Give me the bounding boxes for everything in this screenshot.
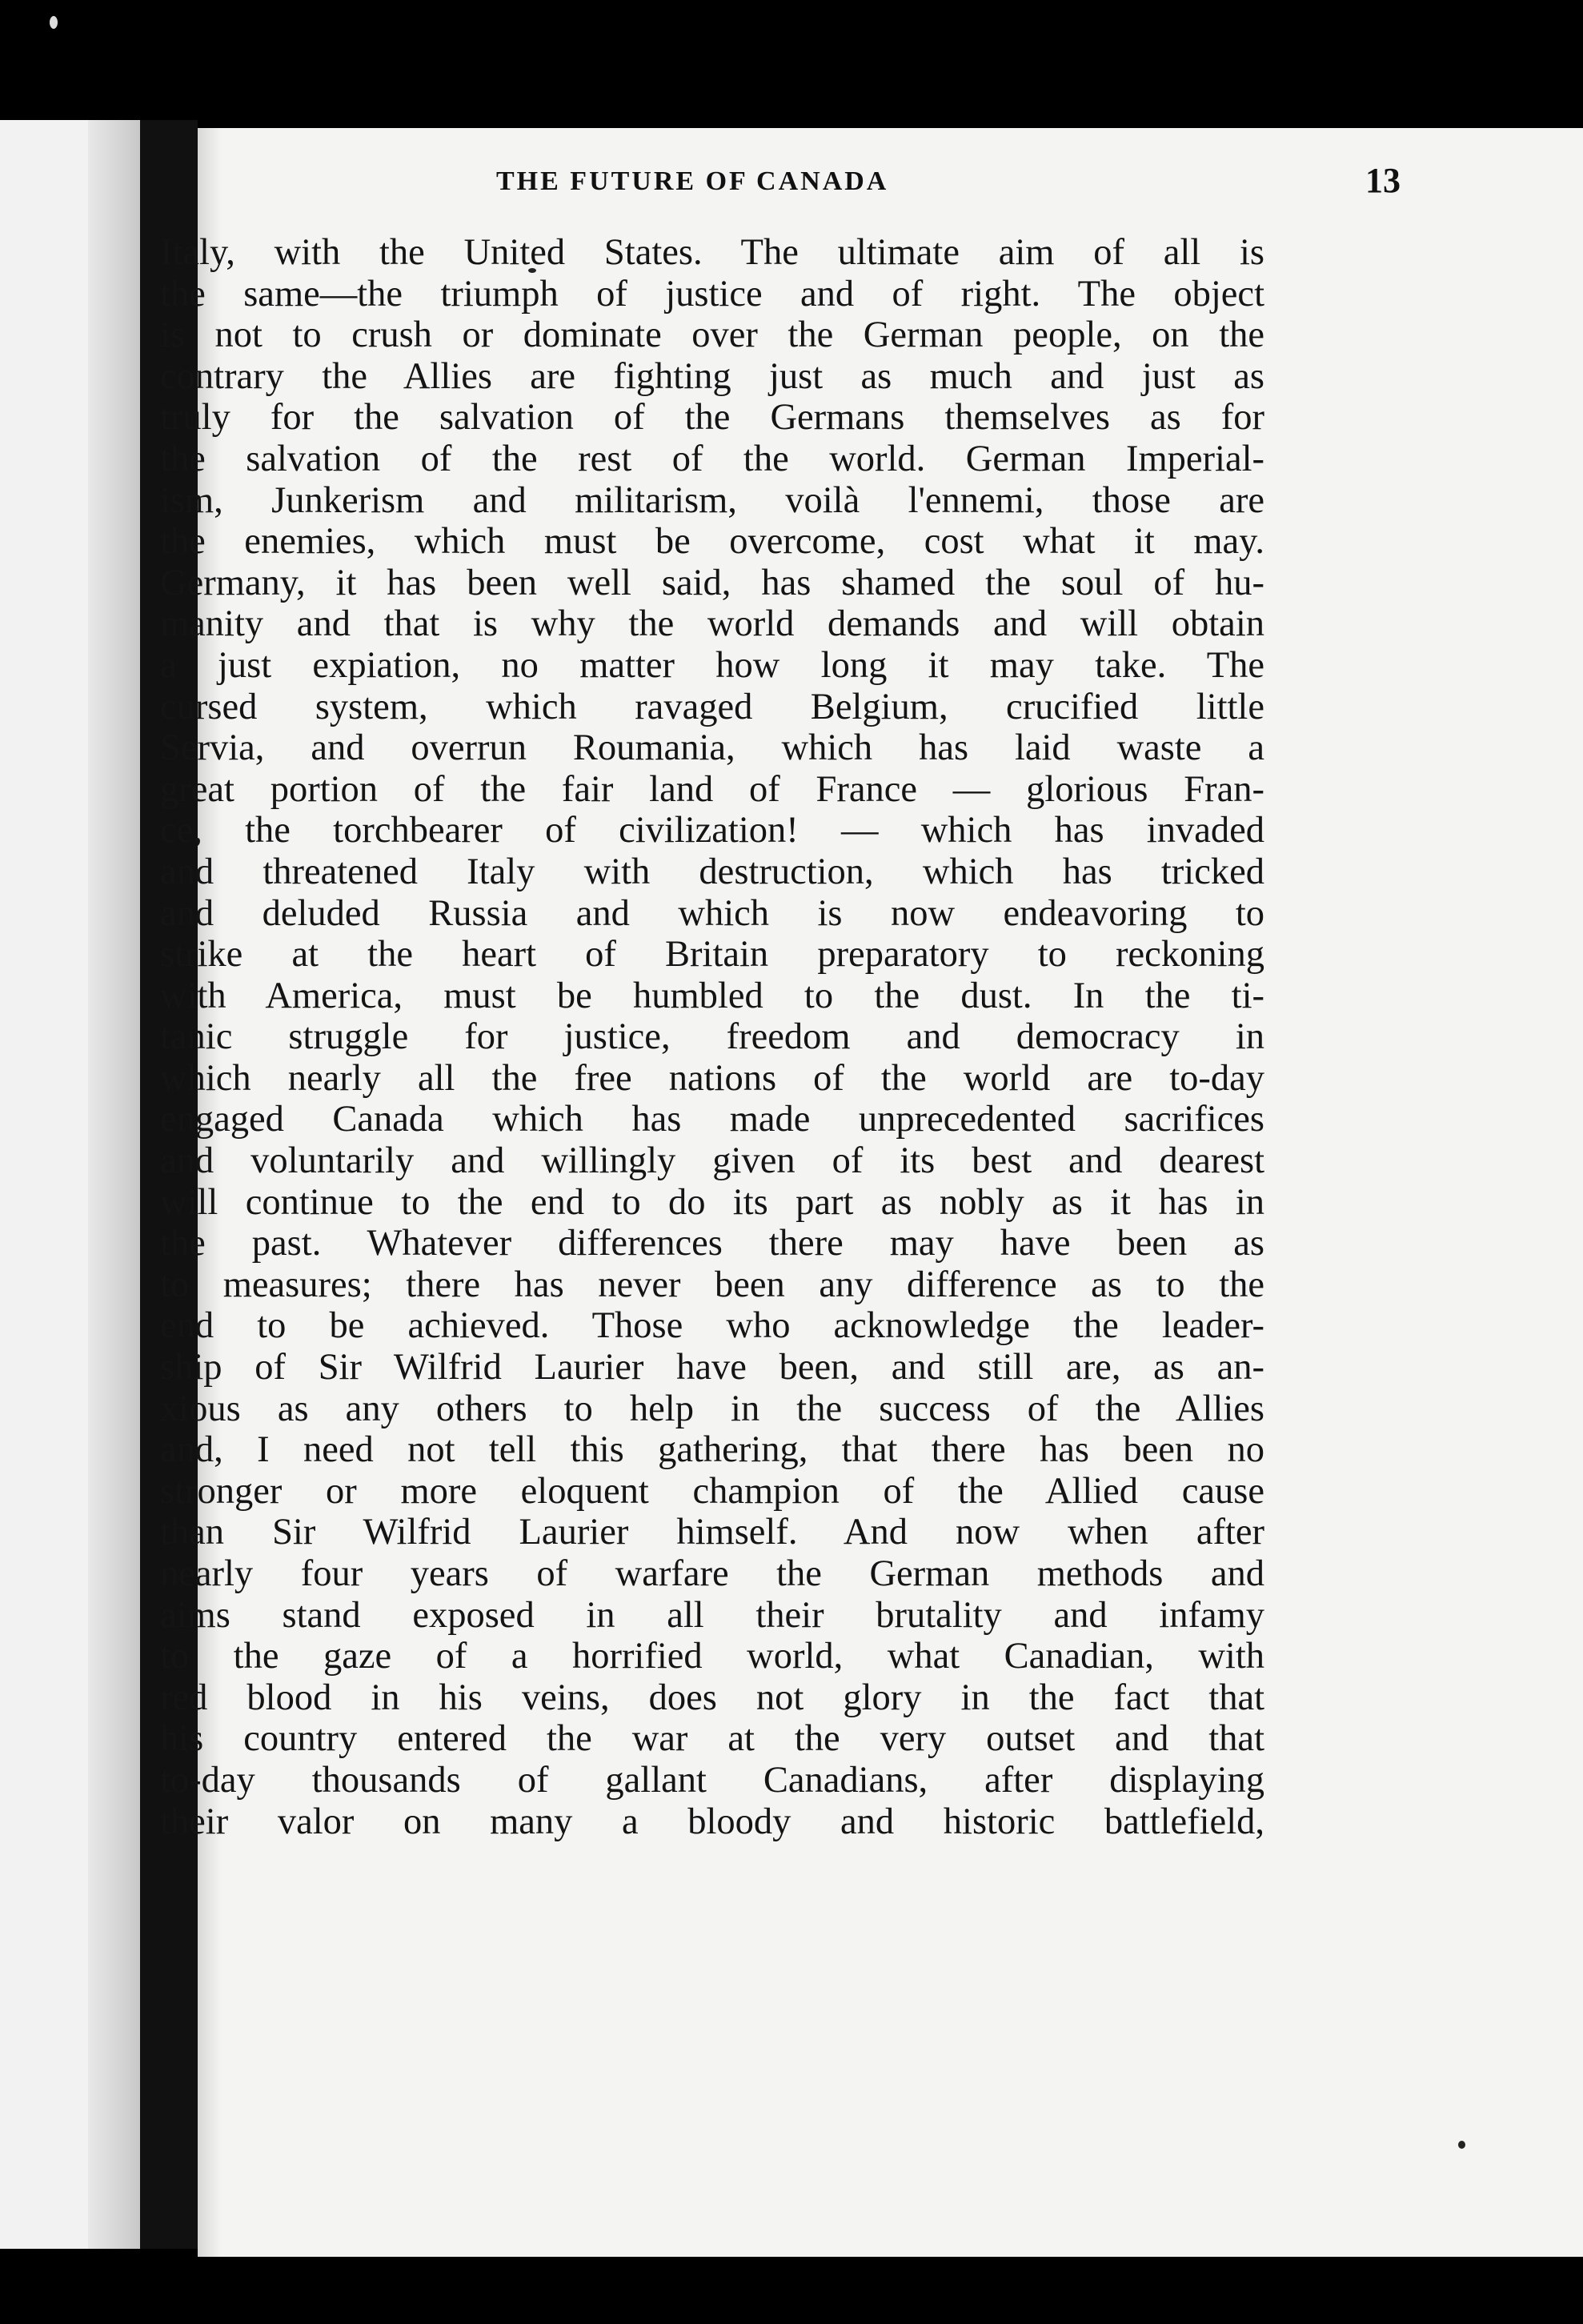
body-text: [160, 232, 1264, 1842]
previous-page-edge: [0, 120, 140, 2249]
text-line: to-day thousands of gallant Canadians, after displaying: [160, 1759, 1264, 1801]
text-line: with America, must be humbled to the dust. In the ti-: [160, 975, 1264, 1016]
text-line: aims stand exposed in all their brutality and infamy: [160, 1594, 1264, 1636]
text-line: engaged Canada which has made unprecedented sacrifices: [160, 1099, 1264, 1140]
text-line: a just expiation, no matter how long it may take. The: [160, 644, 1264, 686]
text-line: and, I need not tell this gathering, that there has been no: [160, 1429, 1264, 1471]
running-title: THE FUTURE OF CANADA: [496, 166, 889, 196]
text-line: is not to crush or dominate over the German people, on the: [160, 315, 1264, 356]
text-line: the salvation of the rest of the world. German Imperial-: [160, 438, 1264, 479]
text-line: manity and that is why the world demands and will obtain: [160, 603, 1264, 645]
text-line: the enemies, which must be overcome, cost what it may.: [160, 521, 1264, 563]
text-line: end to be achieved. Those who acknowledge the leader-: [160, 1305, 1264, 1347]
text-line: nearly four years of warfare the German methods and: [160, 1553, 1264, 1594]
text-line: their valor on many a bloody and historic battlefield,: [160, 1801, 1264, 1842]
text-line: which nearly all the free nations of the world are to-day: [160, 1057, 1264, 1099]
text-line: ism, Junkerism and militarism, voilà l'ennemi, those are: [160, 479, 1264, 521]
text-line: strike at the heart of Britain preparatory to reckoning: [160, 934, 1264, 976]
scan-speck: [1458, 2141, 1465, 2149]
text-line: and voluntarily and willingly given of its best and dearest: [160, 1140, 1264, 1182]
text-line: ship of Sir Wilfrid Laurier have been, and still are, as an-: [160, 1347, 1264, 1388]
text-line: great portion of the fair land of France — glorious Fran-: [160, 768, 1264, 810]
text-line: will continue to the end to do its part as nobly as it has in: [160, 1181, 1264, 1223]
text-line: red blood in his veins, does not glory in the fact that: [160, 1677, 1264, 1718]
text-line: the past. Whatever differences there may have been as: [160, 1223, 1264, 1264]
text-line: to the gaze of a horrified world, what Canadian, with: [160, 1636, 1264, 1677]
text-line: contrary the Allies are fighting just as much and just as: [160, 355, 1264, 397]
text-line: and deluded Russia and which is now endeavoring to: [160, 892, 1264, 934]
page-header: [496, 160, 1401, 224]
text-line: tanic struggle for justice, freedom and democracy in: [160, 1016, 1264, 1058]
text-line: ce, the torchbearer of civilization! — which has invaded: [160, 810, 1264, 851]
text-line: stronger or more eloquent champion of the Allied cause: [160, 1470, 1264, 1512]
page-number: 13: [1365, 161, 1401, 200]
text-line: and threatened Italy with destruction, which has tricked: [160, 851, 1264, 892]
text-line: Italy, with the United States. The ultimate aim of all is: [160, 232, 1264, 273]
text-line: xious as any others to help in the success of the Allies: [160, 1388, 1264, 1429]
text-line: his country entered the war at the very outset and that: [160, 1718, 1264, 1760]
scan-speck: [50, 16, 58, 29]
text-line: truly for the salvation of the Germans themselves as for: [160, 397, 1264, 439]
text-line: Servia, and overrun Roumania, which has laid waste a: [160, 727, 1264, 769]
text-line: to measures; there has never been any difference as to the: [160, 1264, 1264, 1305]
text-line: cursed system, which ravaged Belgium, crucified little: [160, 686, 1264, 727]
text-line: than Sir Wilfrid Laurier himself. And now when after: [160, 1512, 1264, 1553]
text-line: the same—the triumph of justice and of right. The object: [160, 273, 1264, 315]
text-line: Germany, it has been well said, has shamed the soul of hu-: [160, 562, 1264, 603]
page-edge-shadow: [88, 120, 140, 2249]
